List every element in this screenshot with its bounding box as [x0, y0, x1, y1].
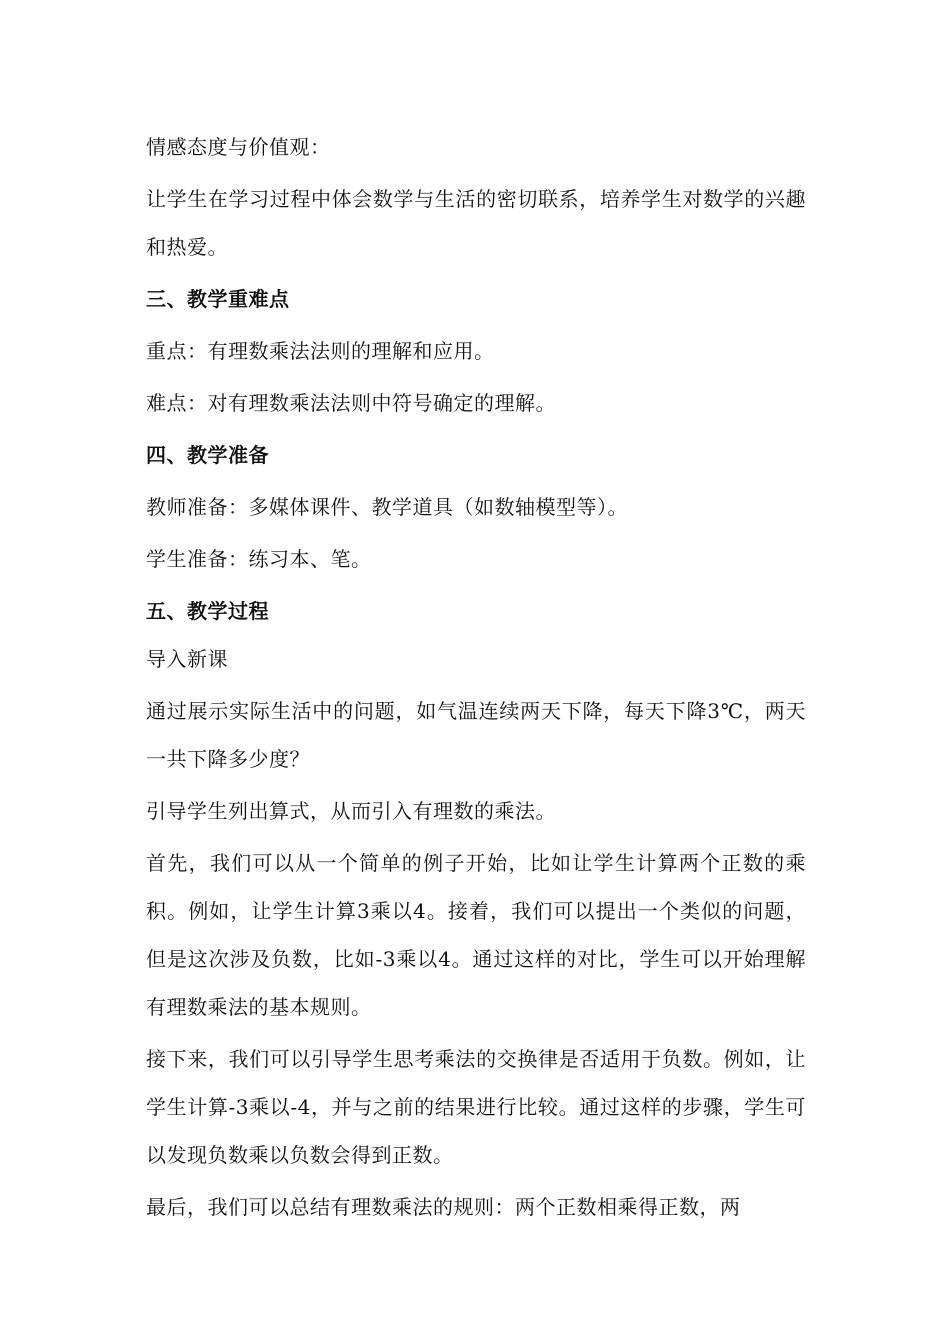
paragraph-summary: 最后，我们可以总结有理数乘法的规则：两个正数相乘得正数，两 — [146, 1195, 741, 1219]
paragraph-difficult-point: 难点：对有理数乘法法则中符号确定的理解。 — [146, 391, 556, 415]
paragraph-affective-goal: 让学生在学习过程中体会数学与生活的密切联系，培养学生对数学的兴趣和热爱。 — [146, 187, 806, 259]
paragraph-key-point: 重点：有理数乘法法则的理解和应用。 — [146, 339, 495, 363]
heading-teaching-process: 五、教学过程 — [146, 599, 269, 623]
paragraph-temperature-problem: 通过展示实际生活中的问题，如气温连续两天下降，每天下降3℃，两天一共下降多少度？ — [146, 699, 806, 771]
paragraph-teacher-preparation: 教师准备：多媒体课件、教学道具（如数轴模型等）。 — [146, 495, 628, 519]
paragraph-introduction-label: 导入新课 — [146, 647, 228, 671]
paragraph-affective-goal-label: 情感态度与价值观： — [146, 135, 331, 159]
document-body — [146, 123, 806, 1231]
paragraph-student-preparation: 学生准备：练习本、笔。 — [146, 547, 372, 571]
paragraph-first-example: 首先，我们可以从一个简单的例子开始，比如让学生计算两个正数的乘积。例如，让学生计算3乘以4。接着，我们可以提出一个类似的问题，但是这次涉及负数，比如-3乘以4。通过这样的对比，学生可以开始理解有理数乘法的基本规则。 — [146, 851, 806, 1019]
heading-key-difficult-points: 三、教学重难点 — [146, 287, 290, 311]
paragraph-guide-students: 引导学生列出算式，从而引入有理数的乘法。 — [146, 799, 556, 823]
paragraph-commutative-law: 接下来，我们可以引导学生思考乘法的交换律是否适用于负数。例如，让学生计算-3乘以-4，并与之前的结果进行比较。通过这样的步骤，学生可以发现负数乘以负数会得到正数。 — [146, 1047, 806, 1167]
heading-teaching-preparation: 四、教学准备 — [146, 443, 269, 467]
